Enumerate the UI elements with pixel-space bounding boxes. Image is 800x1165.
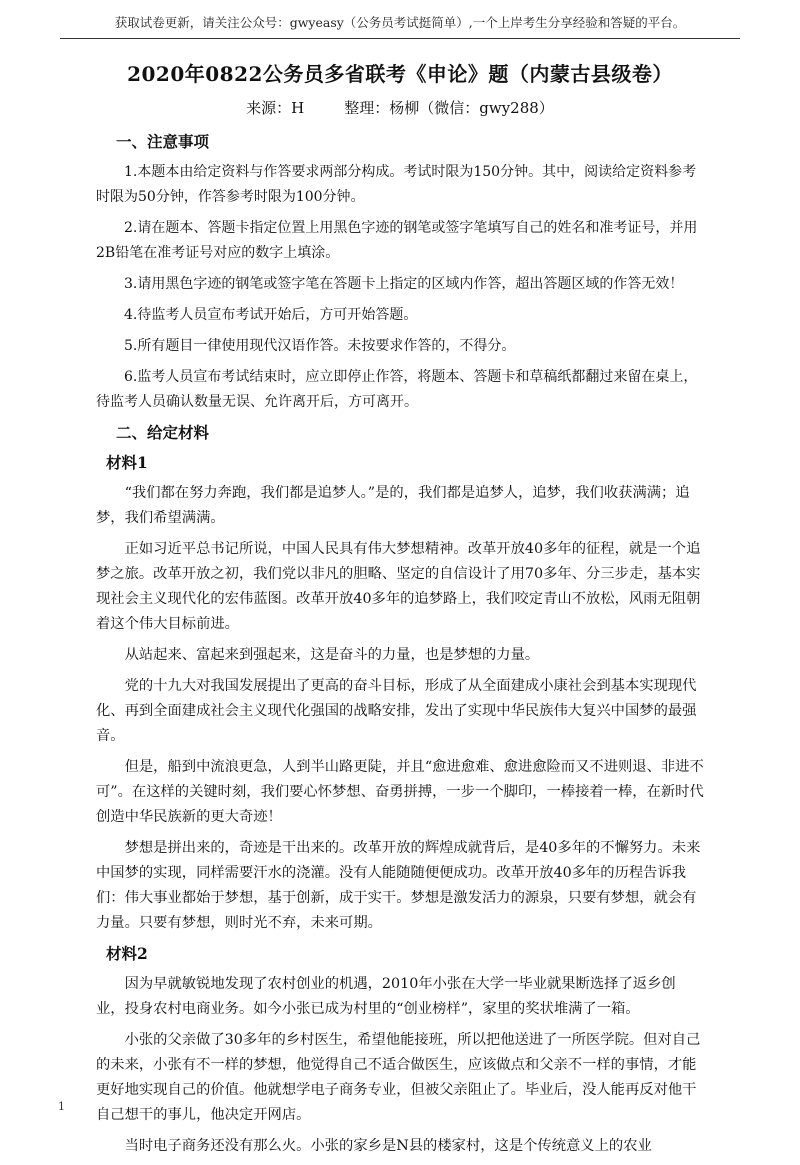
material-paragraph: 党的十九大对我国发展提出了更高的奋斗目标，形成了从全面建成小康社会到基本实现现代化、再到全面建成社会主义现代化强国的战略安排，发出了实现中华民族伟大复兴中国梦的最强音。 <box>96 678 697 744</box>
section-notes-heading: 一、注意事项 <box>116 132 210 151</box>
material-paragraph: 因为早就敏锐地发现了农村创业的机遇，2010年小张在大学一毕业就果断选择了返乡创业，投身农村电商业务。如今小张已成为村里的“创业榜样”，家里的奖状堆满了一箱。 <box>96 976 676 1017</box>
material-paragraph: 但是，船到中流浪更急，人到半山路更陡，并且“愈进愈难、愈进愈险而又不进则退、非进不可”。在这样的关键时刻，我们要心怀梦想、奋勇拼搏，一步一个脚印，一棒接着一棒，在新时代创造中华民族新的更大奇迹！ <box>96 759 704 825</box>
section-materials-heading: 二、给定材料 <box>116 423 210 442</box>
header-notice: 获取试卷更新，请关注公众号：gwyeasy（公务员考试挺简单）,一个上岸考生分享经验和答疑的平台。 <box>114 15 686 30</box>
material-paragraph: 当时电子商务还没有那么火。小张的家乡是N县的楼家村，这是个传统意义上的农业 <box>124 1138 652 1154</box>
notice-item: 6.监考人员宣布考试结束时，应立即停止作答，将题本、答题卡和草稿纸都翻过来留在桌上，待监考人员确认数量无误、允许离开后，方可离开。 <box>96 369 698 410</box>
document-subtitle <box>96 97 704 118</box>
notice-item: 5.所有题目一律使用现代汉语作答。未按要求作答的，不得分。 <box>124 338 516 354</box>
notice-item: 2.请在题本、答题卡指定位置上用黑色字迹的钢笔或签字笔填写自己的姓名和准考证号，并用2B铅笔在准考证号对应的数字上填涂。 <box>96 220 698 261</box>
document-body <box>96 58 704 1165</box>
material-paragraph: 小张的父亲做了30多年的乡村医生，希望他能接班，所以把他送进了一所医学院。但对自己的未来，小张有不一样的梦想，他觉得自己不适合做医生，应该做点和父亲不一样的事情，才能更好地实现自己的价值。他就想学电子商务专业，但被父亲阻止了。毕业后，没人能再反对他干自己想干的事儿，他决定开网店。 <box>96 1032 701 1123</box>
notice-item: 4.待监考人员宣布考试开始后，方可开始答题。 <box>124 307 418 323</box>
material-paragraph: 正如习近平总书记所说，中国人民具有伟大梦想精神。改革开放40多年的征程，就是一个追梦之旅。改革开放之初，我们党以非凡的胆略、坚定的自信设计了用70多年、分三步走，基本实现社会主义现代化的宏伟蓝图。改革开放40多年的追梦路上，我们咬定青山不放松，风雨无阻朝着这个伟大目标前进。 <box>96 541 701 632</box>
page-number: 1 <box>58 1100 65 1113</box>
material-paragraph: 梦想是拼出来的，奇迹是干出来的。改革开放的辉煌成就背后，是40多年的不懈努力。未来中国梦的实现，同样需要汗水的浇灌。没有人能随随便便成功。改革开放40多年的历程告诉我们：伟大事业都始于梦想，基于创新，成于实干。梦想是激发活力的源泉，只要有梦想，就会有力量。只要有梦想，则时光不弃，未来可期。 <box>96 840 701 931</box>
material-2-label: 材料2 <box>106 944 148 963</box>
page-header <box>60 10 740 39</box>
notice-item: 3.请用黑色字迹的钢笔或签字笔在答题卡上指定的区域内作答，超出答题区域的作答无效！ <box>124 276 684 292</box>
notice-item: 1.本题本由给定资料与作答要求两部分构成。考试时限为150分钟。其中，阅读给定资料参考时限为50分钟，作答参考时限为100分钟。 <box>96 164 697 205</box>
source-label: 来源：H <box>246 99 305 117</box>
material-paragraph: 从站起来、富起来到强起来，这是奋斗的力量，也是梦想的力量。 <box>124 647 540 663</box>
document-title: 2020年0822公务员多省联考《申论》题（内蒙古县级卷） <box>127 62 673 86</box>
material-paragraph: “我们都在努力奔跑，我们都是追梦人。”是的，我们都是追梦人，追梦，我们收获满满；追梦，我们希望满满。 <box>96 485 690 526</box>
editor-label: 整理：杨柳（微信：gwy288） <box>344 99 554 117</box>
material-1-label: 材料1 <box>106 453 148 472</box>
